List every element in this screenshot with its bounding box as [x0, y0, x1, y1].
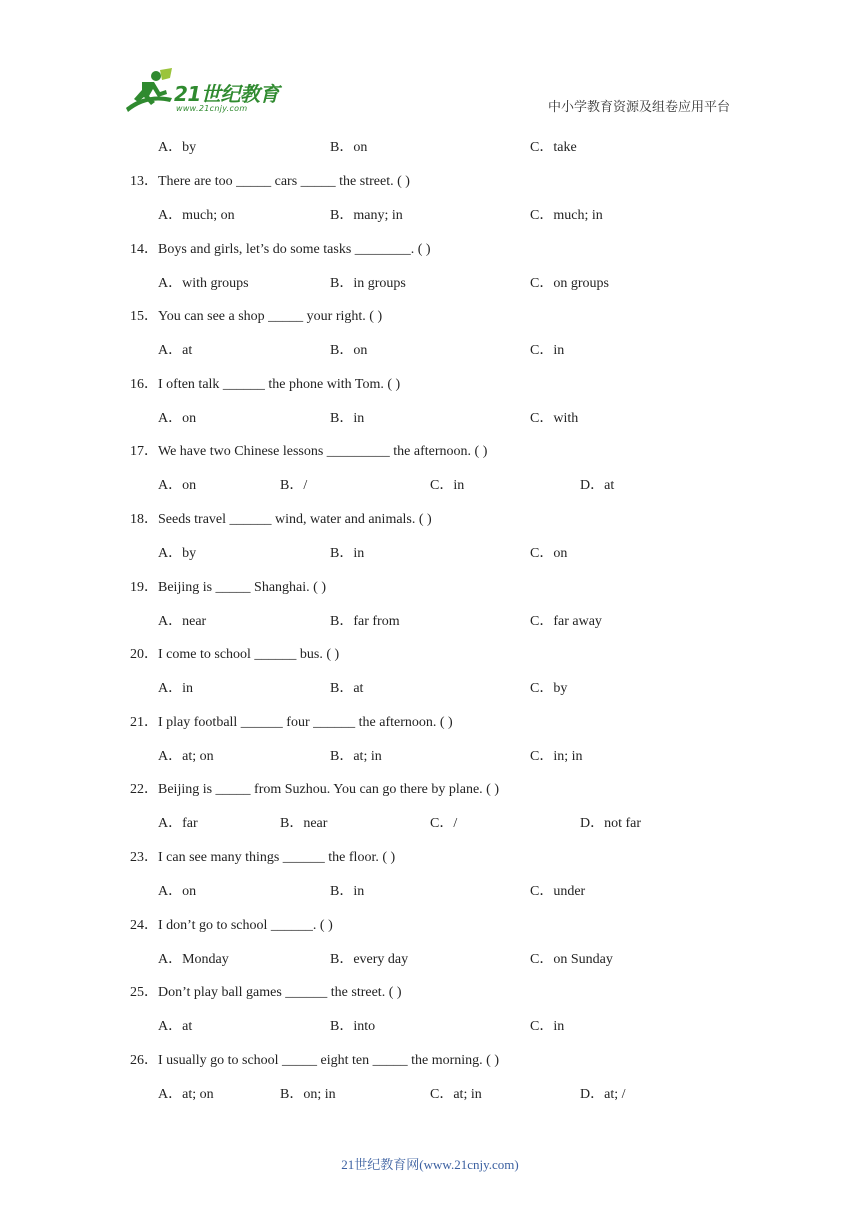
question-options [0, 747, 860, 767]
question-text: 20．I come to school ______ bus. ( ) [130, 647, 340, 662]
option-d: D．at [580, 478, 615, 493]
option-a: A．at [158, 343, 193, 358]
option-c: C．in; in [530, 749, 583, 764]
question-options [0, 814, 860, 834]
question-stem [0, 916, 860, 936]
option-b: B．in groups [330, 276, 406, 291]
question-stem [0, 848, 860, 868]
option-c: C．take [530, 140, 577, 155]
option-b: B．into [330, 1019, 376, 1034]
option-a: A．with groups [158, 276, 249, 291]
option-c: C．much; in [530, 208, 603, 223]
question-options [0, 1017, 860, 1037]
option-d: D．not far [580, 816, 642, 831]
option-c: C．on [530, 546, 568, 561]
question-options [0, 1085, 860, 1105]
question-text: 13．There are too _____ cars _____ the street. ( ) [130, 174, 410, 189]
question-text: 26．I usually go to school _____ eight ten _____ the morning. ( ) [130, 1053, 500, 1068]
question-options [0, 612, 860, 632]
logo-url: www.21cnjy.com [176, 104, 248, 113]
option-b: B．near [280, 816, 328, 831]
option-c: C．in [430, 478, 465, 493]
question-stem [0, 240, 860, 260]
option-b: B．on; in [280, 1087, 336, 1102]
option-d: D．at; / [580, 1087, 626, 1102]
option-a: A．by [158, 546, 197, 561]
option-c: C．far away [530, 614, 602, 629]
option-c: C．/ [430, 816, 458, 831]
question-stem [0, 578, 860, 598]
option-a: A．far [158, 816, 198, 831]
runner-logo-icon [120, 68, 176, 116]
option-a: A．on [158, 478, 197, 493]
option-b: B．in [330, 411, 365, 426]
option-b: B．at [330, 681, 364, 696]
option-a: A．on [158, 884, 197, 899]
option-b: B．many; in [330, 208, 403, 223]
question-options [0, 274, 860, 294]
option-b: B．in [330, 546, 365, 561]
question-stem [0, 713, 860, 733]
option-c: C．under [530, 884, 586, 899]
option-c: C．in [530, 1019, 565, 1034]
question-options [0, 409, 860, 429]
option-c: C．on groups [530, 276, 609, 291]
question-stem [0, 307, 860, 327]
footer-text: 21世纪教育网(www.21cnjy.com) [341, 1157, 519, 1172]
question-stem [0, 780, 860, 800]
question-options [0, 679, 860, 699]
question-stem [0, 442, 860, 462]
option-a: A．much; on [158, 208, 235, 223]
question-text: 18．Seeds travel ______ wind, water and animals. ( ) [130, 512, 432, 527]
question-stem [0, 172, 860, 192]
question-options [0, 341, 860, 361]
question-text: 22．Beijing is _____ from Suzhou. You can go there by plane. ( ) [130, 782, 500, 797]
question-text: 19．Beijing is _____ Shanghai. ( ) [130, 580, 326, 595]
option-a: A．by [158, 140, 197, 155]
option-b: B．on [330, 140, 368, 155]
option-a: A．at [158, 1019, 193, 1034]
question-stem [0, 375, 860, 395]
option-a: A．at; on [158, 1087, 214, 1102]
question-text: 24．I don’t go to school ______. ( ) [130, 918, 333, 933]
header-platform-text: 中小学教育资源及组卷应用平台 [547, 100, 730, 115]
question-text: 23．I can see many things ______ the floor. ( ) [130, 850, 396, 865]
site-logo [120, 68, 300, 116]
option-b: B．every day [330, 952, 409, 967]
option-c: C．in [530, 343, 565, 358]
question-text: 25．Don’t play ball games ______ the street. ( ) [130, 985, 402, 1000]
option-b: B．far from [330, 614, 400, 629]
question-text: 15．You can see a shop _____ your right. ( ) [130, 309, 383, 324]
option-a: A．on [158, 411, 197, 426]
option-a: A．Monday [158, 952, 229, 967]
option-b: B．at; in [330, 749, 382, 764]
question-text: 17．We have two Chinese lessons _________ the afternoon. ( ) [130, 444, 488, 459]
option-c: C．by [530, 681, 568, 696]
question-stem [0, 1051, 860, 1071]
option-b: B．in [330, 884, 365, 899]
option-c: C．at; in [430, 1087, 482, 1102]
question-text: 14．Boys and girls, let’s do some tasks ________. ( ) [130, 242, 431, 257]
question-options [0, 544, 860, 564]
question-stem [0, 983, 860, 1003]
question-text: 21．I play football ______ four ______ the afternoon. ( ) [130, 715, 453, 730]
prev-question-options [0, 138, 860, 158]
logo-text: 21世纪教育 [174, 82, 279, 106]
option-c: C．with [530, 411, 579, 426]
question-text: 16．I often talk ______ the phone with Tom. ( ) [130, 377, 401, 392]
option-b: B．/ [280, 478, 308, 493]
question-stem [0, 510, 860, 530]
question-options [0, 950, 860, 970]
question-options [0, 206, 860, 226]
option-c: C．on Sunday [530, 952, 613, 967]
question-stem [0, 645, 860, 665]
question-options [0, 476, 860, 496]
question-options [0, 882, 860, 902]
option-a: A．in [158, 681, 193, 696]
option-a: A．at; on [158, 749, 214, 764]
option-b: B．on [330, 343, 368, 358]
option-a: A．near [158, 614, 207, 629]
